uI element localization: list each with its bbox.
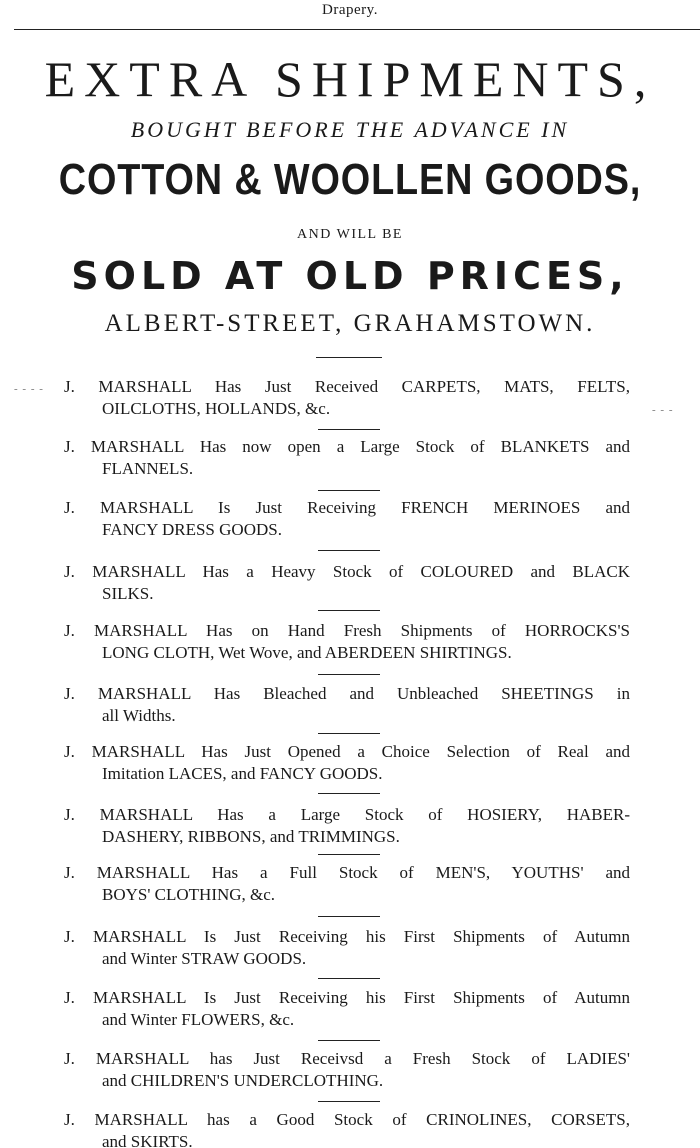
entry-continuation: and CHILDREN'S UNDERCLOTHING. [102,1071,384,1090]
entry-line: J. MARSHALL Has Bleached and Unbleached SHEETINGS in [64,684,630,703]
divider-rule [318,793,380,794]
headline-cotton-woollen: COTTON & WOOLLEN GOODS, [58,155,642,204]
entry-line: J. MARSHALL Has now open a Large Stock of BLANKETS and [64,437,630,456]
divider-rule [318,610,380,611]
entry-line: J. MARSHALL Has Just Opened a Choice Selection of Real and [64,742,630,761]
entry-continuation: FANCY DRESS GOODS. [102,520,282,539]
divider-rule [318,1101,380,1102]
list-item [64,926,644,970]
entry-continuation: DASHERY, RIBBONS, and TRIMMINGS. [102,827,400,846]
entry-continuation: LONG CLOTH, Wet Wove, and ABERDEEN SHIRTINGS. [102,643,512,662]
list-item [64,862,644,906]
entry-line: J. MARSHALL Has a Large Stock of HOSIERY, HABER- [64,805,630,824]
headline-bought-before: BOUGHT BEFORE THE ADVANCE IN [130,117,570,142]
section-heading: Drapery. [322,2,378,18]
divider-rule [318,429,380,430]
entry-continuation: FLANNELS. [102,459,194,478]
print-smudge: - - - - [14,383,44,395]
entry-continuation: Imitation LACES, and FANCY GOODS. [102,764,383,783]
headline-sold-at-old-prices: SOLD AT OLD PRICES, [71,254,629,298]
divider-rule [318,916,380,917]
entry-continuation: SILKS. [102,584,154,603]
list-item [64,683,644,727]
divider-rule [316,357,382,358]
list-item [64,620,644,664]
divider-rule [318,978,380,979]
divider-rule [318,490,380,491]
list-item [64,987,644,1031]
list-item [64,1109,644,1148]
print-smudge: - - - [652,404,674,416]
entry-line: J. MARSHALL Is Just Receiving his First Shipments of Autumn [64,988,630,1007]
divider-rule [318,550,380,551]
entry-line: J. MARSHALL Is Just Receiving his First Shipments of Autumn [64,927,630,946]
entry-continuation: and Winter FLOWERS, &c. [102,1010,295,1029]
divider-rule [318,854,380,855]
entry-continuation: all Widths. [102,706,176,725]
list-item [64,436,644,480]
list-item [64,497,644,541]
entry-continuation: BOYS' CLOTHING, &c. [102,885,276,904]
entry-line: J. MARSHALL has a Good Stock of CRINOLINES, CORSETS, [64,1110,630,1129]
divider-rule [318,1040,380,1041]
top-rule [14,29,700,30]
list-item [64,376,644,420]
entry-continuation: and SKIRTS. [102,1132,193,1148]
entry-line: J. MARSHALL Has Just Received CARPETS, MATS, FELTS, [64,377,630,396]
entry-line: J. MARSHALL Has a Full Stock of MEN'S, YOUTHS' and [64,863,630,882]
headline-address: ALBERT-STREET, GRAHAMSTOWN. [104,310,596,337]
entry-line: J. MARSHALL Has a Heavy Stock of COLOURED and BLACK [64,562,630,581]
list-item [64,741,644,785]
list-item [64,561,644,605]
list-item [64,804,644,848]
entry-line: J. MARSHALL has Just Receivsd a Fresh Stock of LADIES' [64,1049,630,1068]
entry-continuation: and Winter STRAW GOODS. [102,949,307,968]
headline-extra-shipments: EXTRA SHIPMENTS, [44,51,656,107]
entry-line: J. MARSHALL Has on Hand Fresh Shipments of HORROCKS'S [64,621,630,640]
list-item [64,1048,644,1092]
entry-continuation: OILCLOTHS, HOLLANDS, &c. [102,399,331,418]
divider-rule [318,733,380,734]
divider-rule [318,674,380,675]
headline-and-will-be: AND WILL BE [297,227,403,242]
entry-line: J. MARSHALL Is Just Receiving FRENCH MERINOES and [64,498,630,517]
